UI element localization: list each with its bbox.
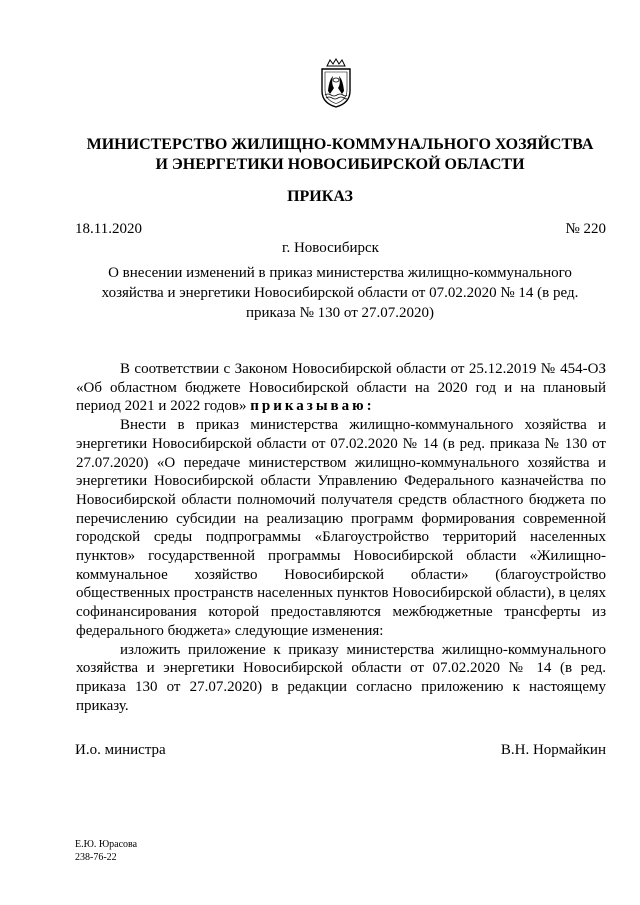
paragraph-change: изложить приложение к приказу министерства жилищно-коммунального хозяйства и энергетики Новосибирской области от 07.02.2020 № 14 (в ред. приказа 130 от 27.07.2020) в редакции согласно приложению к настоящему приказу. [76,641,606,714]
ministry-name-line1: МИНИСТЕРСТВО ЖИЛИЩНО-КОММУНАЛЬНОГО ХОЗЯЙСТВА [86,136,594,153]
document-body [76,360,606,715]
ministry-name [60,135,620,175]
document-number: № 220 [565,221,606,237]
signatory-name: В.Н. Нормайкин [500,742,606,758]
document-city: г. Новосибирск [282,240,379,256]
document-type: ПРИКАЗ [287,188,353,205]
preamble-text: В соответствии с Законом Новосибирской области от 25.12.2019 № 454-ОЗ «Об областном бюджете Новосибирской области на 2020 год и на плановый период 2021 и 2022 годов» [76,361,606,415]
ministry-name-line2: И ЭНЕРГЕТИКИ НОВОСИБИРСКОЙ ОБЛАСТИ [155,156,525,173]
signatory-position: И.о. министра [75,742,166,758]
order-keyword: приказываю: [250,398,375,415]
document-date: 18.11.2020 [75,221,142,237]
document-subject: О внесении изменений в приказ министерства жилищно-коммунального хозяйства и энергетики Новосибирской области от 07.02.2020 № 14 (в ред. приказа № 130 от 27.07.2020) [101,265,579,321]
coat-of-arms-icon [316,58,356,108]
executor-phone: 238-76-22 [75,852,117,863]
executor-name: Е.Ю. Юрасова [75,839,138,850]
paragraph-preamble [76,360,606,416]
paragraph-amendment: Внести в приказ министерства жилищно-коммунального хозяйства и энергетики Новосибирской области от 07.02.2020 № 14 (в ред. приказа № 130 от 27.07.2020) «О передаче министерством жилищно-коммунального хозяйства и энергетики Новосибирской области Управлению Федерального казначейства по Новосибирской области полномочий получателя средств областного бюджета по перечислению субсидии на реализацию программ формирования современной городской среды подпрограммы «Благоустройство территорий населенных пунктов» государственной программы Новосибирской области «Жилищно-коммунальное хозяйство Новосибирской области» (благоустройство общественных пространств населенных пунктов Новосибирской области), в целях софинансирования которой предоставляются межбюджетные трансферты из федерального бюджета» следующие изменения: [76,417,606,639]
executor-block [75,838,137,864]
